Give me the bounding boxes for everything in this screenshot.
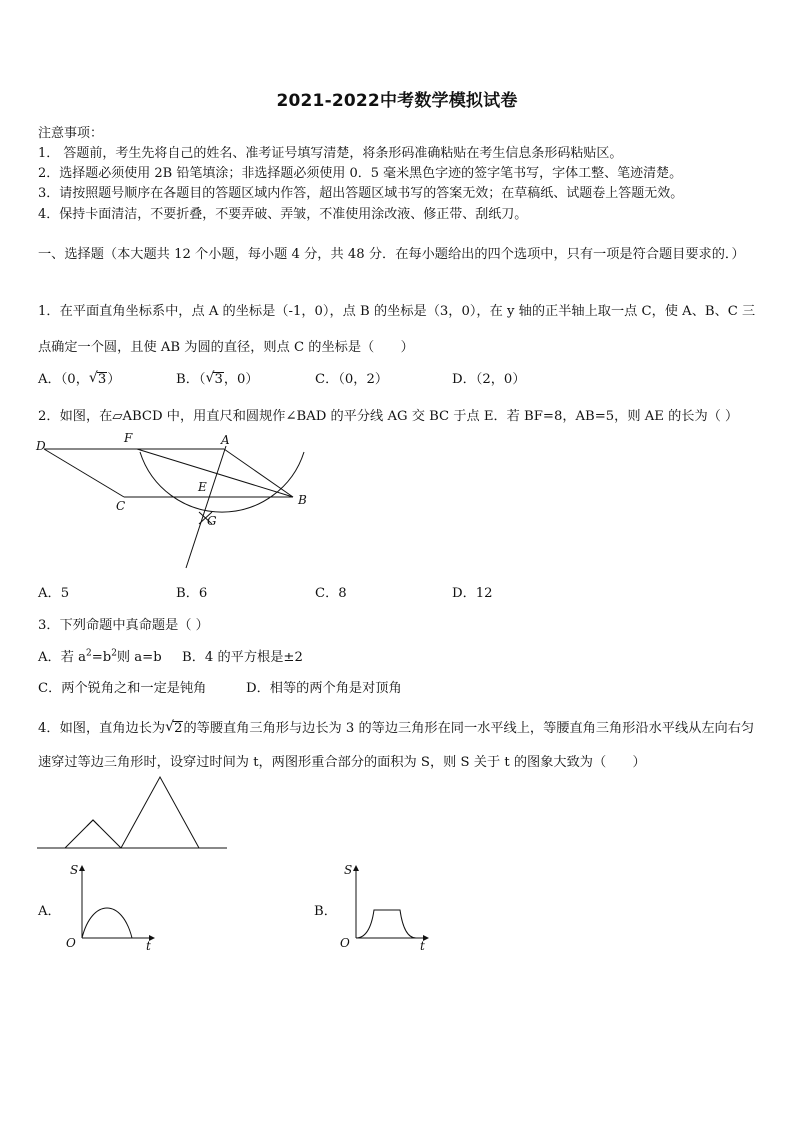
- q2-option-d: D．12: [452, 586, 493, 601]
- arc: [140, 452, 304, 512]
- q1-option-b: B．（ √ 3，0）: [176, 370, 259, 387]
- q4-triangles-figure: [37, 773, 237, 853]
- label-C: C: [116, 499, 126, 513]
- axis-o-label: O: [340, 936, 350, 950]
- line-DC: [44, 449, 124, 497]
- q1-option-d: D．（2，0）: [452, 372, 526, 387]
- q3-option-a: A．若 $a^2=b^2$则 a=b: [38, 648, 162, 665]
- equilateral-triangle: [121, 777, 199, 848]
- label-A: A: [221, 433, 230, 447]
- q1-option-a: A．（0， √ 3）: [38, 370, 121, 387]
- notice-item-3: 3．请按照题号顺序在各题目的答题区域内作答，超出答题区域书写的答案无效；在草稿纸、试题卷上答题无效。: [38, 186, 684, 201]
- q2-option-c: C．8: [315, 586, 347, 601]
- q3-option-d: D．相等的两个角是对顶角: [246, 681, 402, 696]
- label-B: B: [298, 493, 307, 507]
- q2-option-a: A．5: [38, 586, 70, 601]
- page-title: 2021-2022中考数学模拟试卷: [276, 91, 518, 111]
- axis-t-label: t: [420, 939, 425, 953]
- q4-option-b-graph: [336, 862, 436, 952]
- q1-stem: 1．在平面直角坐标系中，点 A 的坐标是（-1，0），点 B 的坐标是（3，0），在 y 轴的正半轴上取一点 C，使 A、B、C 三点确定一个圆，且使 AB 为圆的直径，则点 C 的坐标是（ ）: [38, 304, 756, 355]
- axis-s-label: S: [70, 863, 79, 877]
- q4-option-b-label: B．: [314, 904, 337, 919]
- q3-option-b: B．4 的平方根是±2: [182, 650, 303, 665]
- line-AB: [224, 449, 293, 497]
- line-FB: [137, 449, 293, 497]
- q2-geometry-figure: [36, 432, 336, 572]
- right-angle-mark: [87, 820, 99, 826]
- notice-item-1: 1． 答题前，考生先将自己的姓名、准考证号填写清楚，将条形码准确粘贴在考生信息条形码粘贴区。: [38, 146, 623, 161]
- q4-option-a-label: A．: [38, 904, 61, 919]
- axis-s-label: S: [344, 863, 353, 877]
- label-G: G: [207, 514, 217, 528]
- q2-stem: 2．如图，在▱ABCD 中，用直尺和圆规作∠BAD 的平分线 AG 交 BC 于点 E．若 BF=8，AB=5，则 AE 的长为（ ）: [38, 409, 739, 424]
- curve-arch: [82, 908, 132, 938]
- notice-heading: 注意事项：: [38, 126, 104, 141]
- q4-option-a-graph: [62, 862, 162, 952]
- label-E: E: [198, 480, 207, 494]
- notice-item-2: 2．选择题必须使用 2B 铅笔填涂；非选择题必须使用 0．5 毫米黑色字迹的签字笔书写，字体工整、笔迹清楚。: [38, 166, 683, 181]
- notice-item-4: 4．保持卡面清洁，不要折叠，不要弄破、弄皱，不准使用涂改液、修正带、刮纸刀。: [38, 207, 528, 222]
- q4-stem: 4．如图，直角边长为 √ 2的等腰直角三角形与边长为 3 的等边三角形在同一水平线上，等腰直角三角形沿水平线从左向右匀速穿过等边三角形时，设穿过时间为 t，两图形重合部分的面积为 S，则 S 关于 t 的图象大致为（ ）: [38, 719, 755, 770]
- q1-option-c: C．（0，2）: [315, 372, 389, 387]
- section-header: 一、选择题（本大题共 12 个小题，每小题 4 分，共 48 分．在每小题给出的四个选项中，只有一项是符合题目要求的．）: [38, 247, 745, 262]
- axis-t-label: t: [146, 939, 151, 953]
- q3-option-c: C．两个锐角之和一定是钝角: [38, 681, 207, 696]
- q3-stem: 3．下列命题中真命题是（ ）: [38, 618, 209, 633]
- q2-option-b: B．6: [176, 586, 208, 601]
- curve-plateau: [356, 910, 416, 938]
- label-D: D: [36, 439, 46, 453]
- label-F: F: [124, 431, 133, 445]
- right-isosceles-triangle: [65, 820, 121, 848]
- axis-o-label: O: [66, 936, 76, 950]
